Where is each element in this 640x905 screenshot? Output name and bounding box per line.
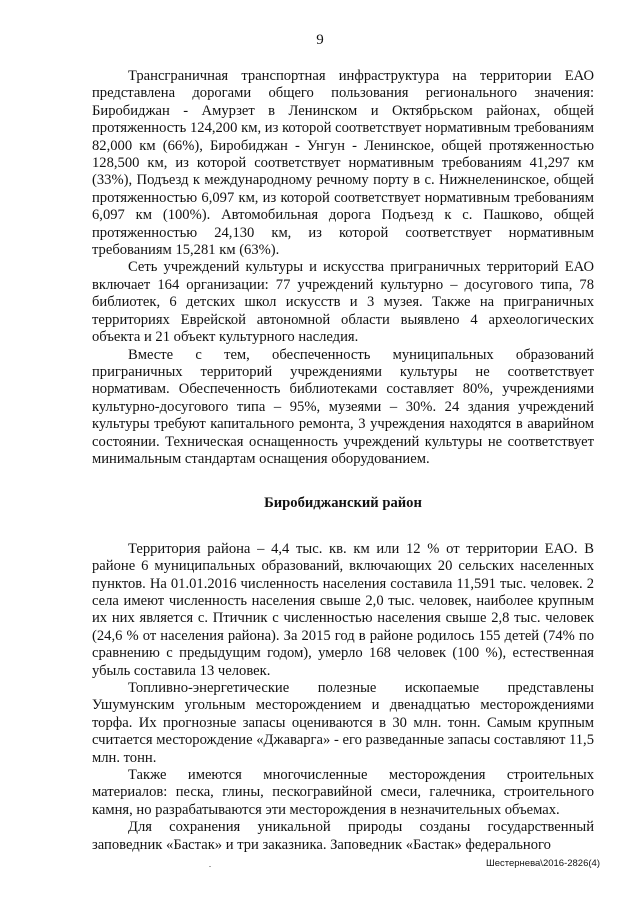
paragraph-building-materials: Также имеются многочисленные месторождения строительных материалов: песка, глины, пескогравийной смеси, галечника, строительного камня, но разрабатываются эти месторождения в незначительных объемах. [92, 767, 594, 818]
paragraph-culture-network: Сеть учреждений культуры и искусства приграничных территорий ЕАО включает 164 организации: 77 учреждений культурно – досугового типа, 78 библиотек, 6 детских школ искусств и 3 музея. Также на приграничных территориях Еврейской автономной области выявлено 4 археологических объекта и 21 объект культурного наследия. [92, 259, 594, 346]
paragraph-fuel-minerals: Топливно-энергетические полезные ископаемые представлены Ушумунским угольным месторождением и двенадцатью месторождениями торфа. Их прогнозные запасы оцениваются в 30 млн. тонн. Самым крупным считается месторождение «Джаварга» - его разведанные запасы составляют 11,5 млн. тонн. [92, 680, 594, 766]
section-heading: Биробиджанский район [264, 495, 422, 512]
paragraph-culture-provision: Вместе с тем, обеспеченность муниципальных образований приграничных территорий учреждениями культуры не соответствует нормативам. Обеспеченность библиотеками составляет 80%, учреждениями культурно-досугового типа – 95%, музеями – 30%. 24 здания учреждений культуры требуют капитального ремонта, 3 учреждения находятся в аварийном состоянии. Техническая оснащенность учреждений культуры не соответствует минимальным стандартам оснащения оборудованием. [92, 346, 594, 467]
document-body [92, 68, 594, 854]
page-number: 9 [316, 32, 324, 48]
scan-speck: . [209, 860, 211, 869]
paragraph-transport: Трансграничная транспортная инфраструктура на территории ЕАО представлена дорогами общего пользования регионального значения: Биробиджан - Амурзет в Ленинском и Октябрьском районах, общей протяженность 124,200 км, из которой соответствует нормативным требованиям 82,000 км (66%), Биробиджан - Унгун - Ленинское, общей протяженностью 128,500 км, из которой соответствует нормативным требованиям 41,297 км (33%), Подъезд к международному речному порту в с. Нижнеленинское, общей протяженностью 6,097 км, из которой соответствует нормативным требованиям 6,097 км (100%). Автомобильная дорога Подъезд к с. Пашково, общей протяженностью 24,130 км, из которой соответствует нормативным требованиям 15,281 км (63%). [92, 68, 594, 259]
paragraph-district-territory: Территория района – 4,4 тыс. кв. км или 12 % от территории ЕАО. В районе 6 муниципальных образований, включающих 20 сельских населенных пунктов. На 01.01.2016 численность населения составила 11,591 тыс. человек. 2 села имеют численность населения свыше 2,0 тыс. человек, наиболее крупным их них является с. Птичник с численностью населения свыше 2,8 тыс. человек (24,6 % от населения района). За 2015 год в районе родилось 155 детей (74% по сравнению с предыдущим годом), умерло 168 человек (100 %), естественная убыль составила 13 человек. [92, 540, 594, 679]
footer-document-code: Шестернева\2016-2826(4) [486, 858, 600, 869]
paragraph-nature-reserve: Для сохранения уникальной природы созданы государственный заповедник «Бастак» и три заказника. Заповедник «Бастак» федерального [92, 819, 594, 853]
